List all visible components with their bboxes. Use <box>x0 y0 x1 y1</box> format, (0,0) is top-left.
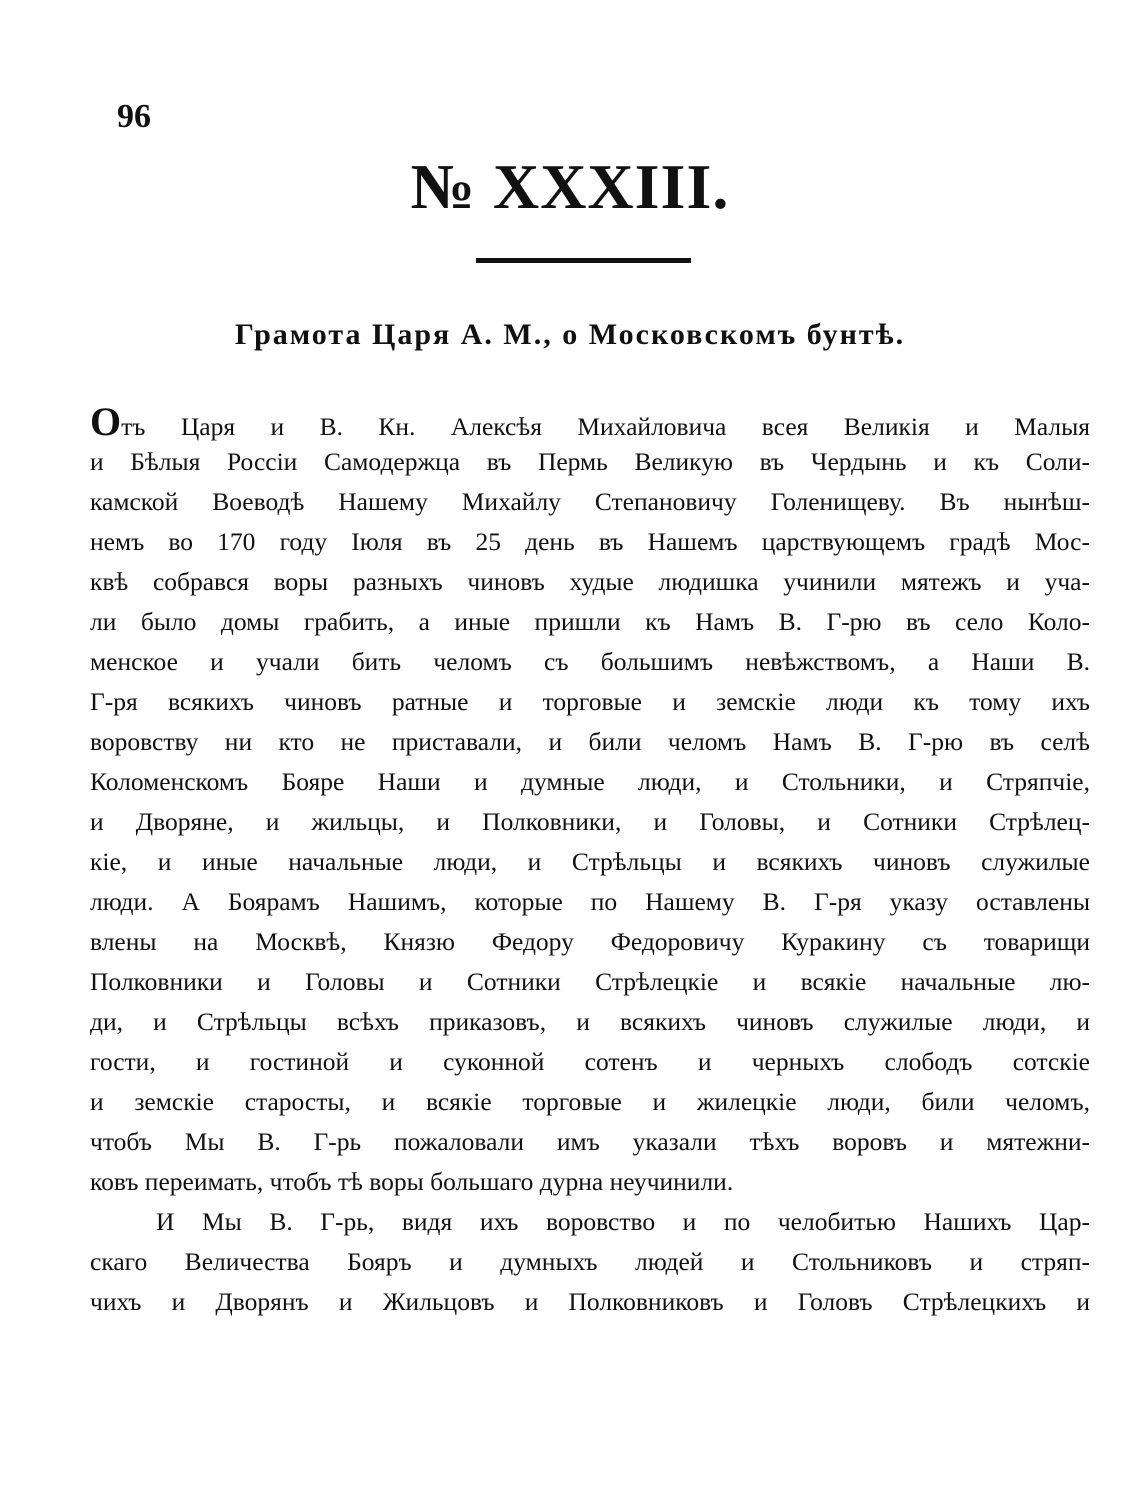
drop-cap-initial: О <box>90 399 122 444</box>
text-line: и земскіе старосты, и всякіе торговые и жилецкіе люди, били челомъ, <box>90 1087 1090 1116</box>
text-line: кіе, и иные начальные люди, и Стрѣльцы и всякихъ чиновъ служилые <box>90 847 1090 876</box>
text-line: камской Воеводѣ Нашему Михайлу Степановичу Голенищеву. Въ нынѣш- <box>90 487 1090 516</box>
text-line: влены на Москвѣ, Князю Федору Федоровичу Куракину съ товарищи <box>90 927 1090 956</box>
text-line: люди. А Боярамъ Нашимъ, которые по Нашему В. Г-ря указу оставлены <box>90 887 1090 916</box>
text-line: ли было домы грабить, а иные пришли къ Намъ В. Г-рю въ село Коло- <box>90 607 1090 636</box>
heading-rule <box>476 258 691 263</box>
text-line: ковъ переимать, чтобъ тѣ воры большаго дурна неучинили. <box>90 1167 734 1196</box>
text-line: Полковники и Головы и Сотники Стрѣлецкіе и всякіе начальные лю- <box>90 967 1090 996</box>
text-line: квѣ собрався воры разныхъ чиновъ худые людишка учинили мятежъ и уча- <box>90 567 1090 596</box>
document-title: Грамота Царя А. М., о Московскомъ бунтѣ. <box>234 318 906 351</box>
text-line: Коломенскомъ Бояре Наши и думные люди, и Стольники, и Стряпчіе, <box>90 767 1090 796</box>
text-line: воровству ни кто не приставали, и били челомъ Намъ В. Г-рю въ селѣ <box>90 727 1090 756</box>
text-line: менское и учали бить челомъ съ большимъ невѣжствомъ, а Наши В. <box>90 647 1090 676</box>
page-number: 96 <box>117 98 151 135</box>
text-line: Отъ Царя и В. Кн. Алексѣя Михайловича всея Великія и Малыя <box>90 399 1090 444</box>
text-line: И Мы В. Г-рь, видя ихъ воровство и по челобитью Нашихъ Цар- <box>156 1207 1090 1236</box>
text-line: немъ во 170 году Іюля въ 25 день въ Нашемъ царствующемъ градѣ Мос- <box>90 527 1090 556</box>
text-line: гости, и гостиной и суконной сотенъ и черныхъ слободъ сотскіе <box>90 1047 1090 1076</box>
text-line: чихъ и Дворянъ и Жильцовъ и Полковниковъ и Головъ Стрѣлецкихъ и <box>90 1287 1090 1316</box>
document-number-heading: № XXXIII. <box>410 151 730 222</box>
text-line: ди, и Стрѣльцы всѣхъ приказовъ, и всякихъ чиновъ служилые люди, и <box>90 1007 1090 1036</box>
text-line: Г-ря всякихъ чиновъ ратные и торговые и земскіе люди къ тому ихъ <box>90 687 1090 716</box>
text-line: и Дворяне, и жильцы, и Полковники, и Головы, и Сотники Стрѣлец- <box>90 807 1090 836</box>
text-line: скаго Величества Бояръ и думныхъ людей и Стольниковъ и стряп- <box>90 1247 1090 1276</box>
text-line: чтобъ Мы В. Г-рь пожаловали имъ указали тѣхъ воровъ и мятежни- <box>90 1127 1090 1156</box>
text-line: и Бѣлыя Россіи Самодержца въ Пермь Великую въ Чердынь и къ Соли- <box>90 447 1090 476</box>
body-text <box>90 399 1090 1322</box>
